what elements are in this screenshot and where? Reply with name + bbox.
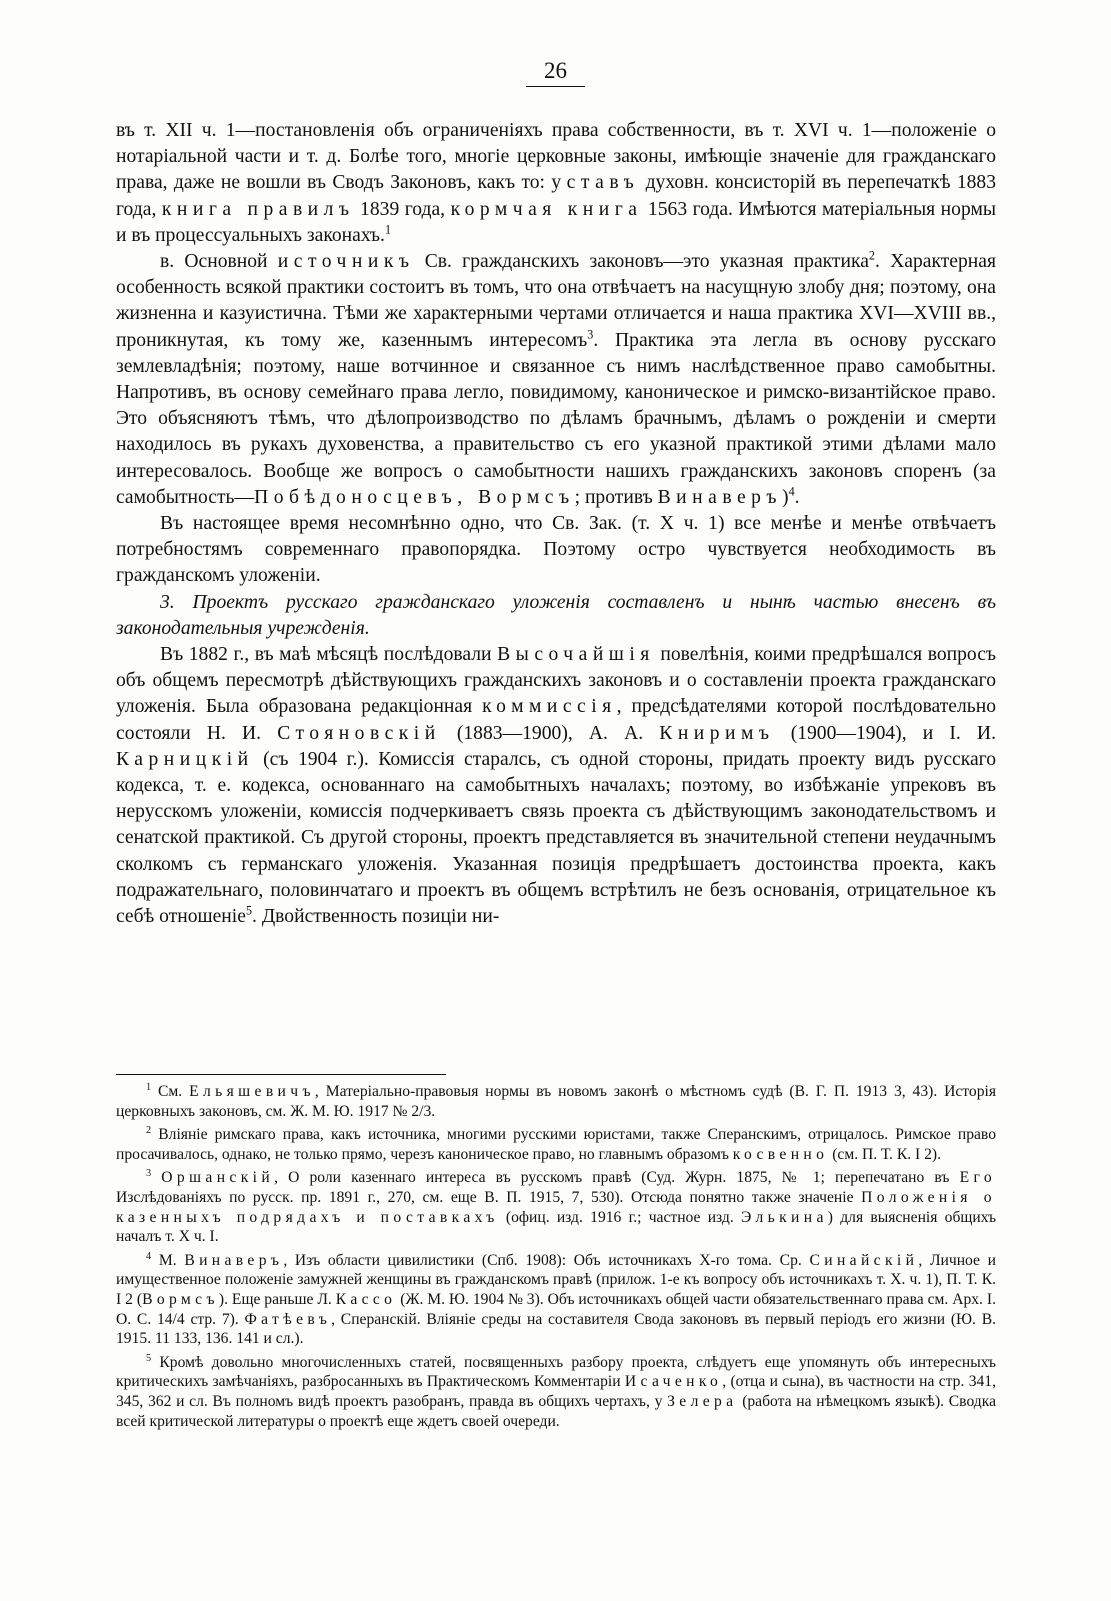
paragraph-2: в. Основной источникъ Св. гражданскихъ законовъ—это указная практика$^2$. Характерная особенность всякой практики состоитъ въ томъ, что она отвѣчаетъ на насущную злобу дня; поэтому, она жизненна и казуистична. Тѣми же характерными чертами отличается и наша практика XVI—XVIII вв., проникнутая, къ тому же, казеннымъ интересомъ$^3$. Практика эта легла въ основу русскаго землевладѣнія; поэтому, наше вотчинное и связанное съ нимъ наслѣдственное право самобытны. Напротивъ, въ основу семейнаго права легло, повидимому, каноническое и римско-византійское право. Это объясняютъ тѣмъ, что дѣлопроизводство по дѣламъ брачнымъ, дѣламъ о рожденіи и смерти находилось въ рукахъ духовенства, а правительство съ его указной практикой этими дѣлами мало интересовалось. Вообще же вопросъ о самобытности нашихъ гражданскихъ законовъ споренъ (за самобытность—Побѣдоносцевъ, Вормсъ; противъ Винаверъ)$^4$. xyxy=(116,248,997,508)
paragraph-3: Въ настоящее время несомнѣнно одно, что Св. Зак. (т. X ч. 1) все менѣе и менѣе отвѣчаетъ потребностямъ современнаго правопорядка. Поэтому остро чувствуется необходимость въ гражданскомъ уложеніи. xyxy=(116,513,996,587)
paragraph-4: Въ 1882 г., въ маѣ мѣсяцѣ послѣдовали Высочайшія повелѣнія, коими предрѣшался вопросъ объ общемъ пересмотрѣ дѣйствующихъ гражданскихъ законовъ и о составленіи проекта гражданскаго уложенія. Была образована редакціонная коммиссія, предсѣдателями которой послѣдовательно состояли Н. И. Стояновскій (1883—1900), А. А. Книримъ (1900—1904), и I. И. Карницкій (съ 1904 г.). Комиссія старалсь, съ одной стороны, придать проекту видъ русскаго кодекса, т. е. кодекса, основаннаго на самобытныхъ началахъ; поэтому, во избѣжаніе упрековъ въ нерусскомъ уложеніи, комиссія подчеркиваетъ связь проекта съ дѣйствующимъ законодательствомъ и сенатской практикой. Съ другой стороны, проектъ представляется въ значительной степени неудачнымъ сколкомъ съ германскаго уложенія. Указанная позиція предрѣшаетъ достоинства проекта, какъ подражательнаго, половинчатаго и проектъ въ общемъ встрѣтилъ не безъ основанія, отрицательное къ себѣ отношеніе$^5$. Двойственность позиціи ни- xyxy=(116,644,997,928)
footnote-ref-4: 4 xyxy=(788,484,795,499)
footnote-ref-3: 3 xyxy=(587,327,594,342)
paragraph-1: въ т. XII ч. 1—постановленія объ ограниченіяхъ права собственности, въ т. XVI ч. 1—положеніе о нотаріальной части и т. д. Болѣе того, многіе церковные законы, имѣющіе значеніе для гражданскаго права, даже не вошли въ Сводъ Законовъ, какъ то: уставъ духовн. консисторій въ перепечаткѣ 1883 года, книга правилъ 1839 года, кормчая книга 1563 года. Имѣются матеріальныя нормы и въ процессуальныхъ законахъ.$^1$ xyxy=(116,120,997,246)
footnote-ref-1: 1 xyxy=(384,222,392,237)
footnotes xyxy=(116,1082,996,1435)
page-number: 26 xyxy=(0,58,1111,87)
footnote-divider xyxy=(116,1074,446,1075)
footnote-1: $^1$ См. Ельяшевичъ, Матеріально-правовыя нормы въ новомъ законѣ о мѣстномъ судѣ (В. Г. П. 1913 3, 43). Исторія церковныхъ законовъ, см. Ж. М. Ю. 1917 № 2/3. xyxy=(116,1081,996,1120)
footnote-ref-2: 2 xyxy=(868,248,875,263)
footnote-2: $^2$ Вліяніе римскаго права, какъ источника, многими русскими юристами, также Сперанскимъ, отрицалось. Римское право просачивалось, однако, не только прямо, черезъ каноническое право, но главнымъ образомъ косвенно (см. П. Т. К. I 2). xyxy=(116,1125,996,1163)
footnote-3: $^3$ Оршанскій, О роли казеннаго интереса въ русскомъ правѣ (Суд. Журн. 1875, № 1; перепечатано въ Его Изслѣдованіяхъ по русск. пр. 1891 г., 270, см. еще В. П. 1915, 7, 530). Отсюда понятно также значеніе Положенія о казенныхъ подрядахъ и поставкахъ (офиц. изд. 1916 г.; частное изд. Элькина) для выясненія общихъ началъ т. X ч. I. xyxy=(116,1168,997,1246)
footnote-ref-5: 5 xyxy=(245,903,253,918)
main-text xyxy=(116,118,996,930)
footnote-5: $^5$ Кромѣ довольно многочисленныхъ статей, посвященныхъ разбору проекта, слѣдуетъ еще упомянуть объ интересныхъ критическихъ замѣчаніяхъ, разбросанныхъ въ Практическомъ Комментаріи Исаченко, (отца и сына), въ частности на стр. 341, 345, 362 и сл. Въ полномъ видѣ проектъ разобранъ, правда въ общихъ чертахъ, у Зелера (работа на нѣмецкомъ языкѣ). Сводка всей критической литературы о проектѣ еще ждетъ своей очереди. xyxy=(116,1352,996,1430)
footnote-4: $^4$ М. Винаверъ, Изъ области цивилистики (Спб. 1908): Объ источникахъ X-го тома. Ср. Синайскій, Личное и имущественное положеніе замужней женщины въ гражданскомъ правѣ (прилож. 1-е къ вопросу объ источникахъ т. X. ч. 1), П. Т. К. I 2 (Вормсъ). Еще раньше Л. Кассо (Ж. М. Ю. 1904 № 3). Объ источникахъ общей части обязательственнаго права см. Арх. I. О. С. 14/4 стр. 7). Фатѣевъ, Сперанскій. Вліяніе среды на составителя Свода законовъ въ первый періодъ его жизни (Ю. В. 1915. 11 133, 136. 141 и сл.). xyxy=(116,1250,996,1348)
section-heading: 3. Проектъ русскаго гражданскаго уложенія составленъ и нынѣ частью внесенъ въ законодательныя учрежденія. xyxy=(116,591,996,639)
